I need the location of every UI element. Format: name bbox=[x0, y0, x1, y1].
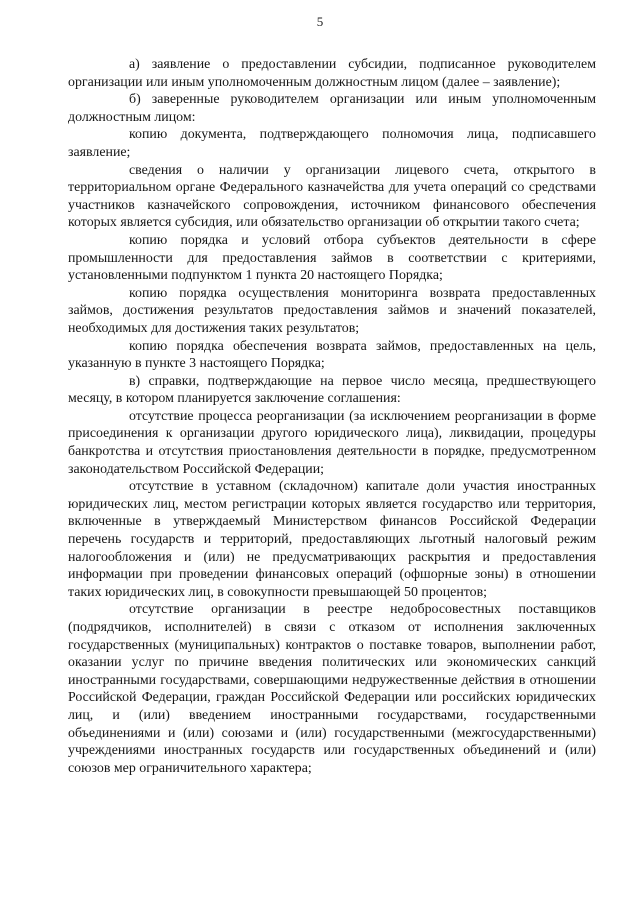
paragraph-v-certificates: в) справки, подтверждающие на первое число месяца, предшествующего месяцу, в котором планируется заключение соглашения: bbox=[68, 373, 596, 407]
document-body bbox=[68, 56, 596, 777]
paragraph-treasury-account: сведения о наличии у организации лицевого счета, открытого в территориальном органе Федерального казначейства для учета операций со средствами участников казначейского сопровождения, источником финансового обеспечения которых является субсидия, или обязательство организации об открытии такого счета; bbox=[68, 162, 596, 231]
paragraph-b-certified-docs: б) заверенные руководителем организации или иным уполномоченным должностным лицом: bbox=[68, 92, 596, 125]
paragraph-no-reorganization: отсутствие процесса реорганизации (за исключением реорганизации в форме присоединения к организации другого юридического лица), ликвидации, процедуры банкротства и отсутствия приостановления деятельности в порядке, предусмотренном законодательством Российской Федерации; bbox=[68, 408, 596, 477]
paragraph-repayment-procedure: копию порядка обеспечения возврата займов, предоставленных на цель, указанную в пункте 3 настоящего Порядка; bbox=[68, 338, 596, 372]
paragraph-no-offshore-share: отсутствие в уставном (складочном) капитале доли участия иностранных юридических лиц, местом регистрации которых является государство или территория, включенные в утверждаемый Министерством финансов Российской Федерации перечень государств и территорий, предоставляющих льготный налоговый режим налогообложения и (или) не предусматривающих раскрытия и предоставления информации при проведении финансовых операций (офшорные зоны) в отношении таких юридических лиц, в совокупности превышающей 50 процентов; bbox=[68, 479, 596, 600]
paragraph-authority-document: копию документа, подтверждающего полномочия лица, подписавшего заявление; bbox=[68, 127, 596, 160]
paragraph-selection-procedure: копию порядка и условий отбора субъектов деятельности в сфере промышленности для предоставления займов в соответствии с критериями, установленными подпунктом 1 пункта 20 настоящего Порядка; bbox=[68, 232, 596, 284]
paragraph-a-application: а) заявление о предоставлении субсидии, подписанное руководителем организации или иным уполномоченным должностным лицом (далее – заявление); bbox=[68, 57, 596, 90]
page-number: 5 bbox=[316, 14, 324, 29]
paragraph-monitoring-procedure: копию порядка осуществления мониторинга возврата предоставленных займов, достижения результатов предоставления займов и значений показателей, необходимых для достижения таких результатов; bbox=[68, 285, 596, 336]
paragraph-no-unfair-supplier: отсутствие организации в реестре недобросовестных поставщиков (подрядчиков, исполнителей) в связи с отказом от исполнения заключенных государственных (муниципальных) контрактов о поставке товаров, выполнении работ, оказании услуг по причине введения политических или экономических санкций иностранными государствами, совершающими недружественные действия в отношении Российской Федерации, граждан Российской Федерации или российских юридических лиц, и (или) введением иностранными государствами, государственными объединениями и (или) союзами и (или) государственными (межгосударственными) учреждениями иностранных государств или государственных объединений и (или) союзов мер ограничительного характера; bbox=[68, 602, 596, 776]
